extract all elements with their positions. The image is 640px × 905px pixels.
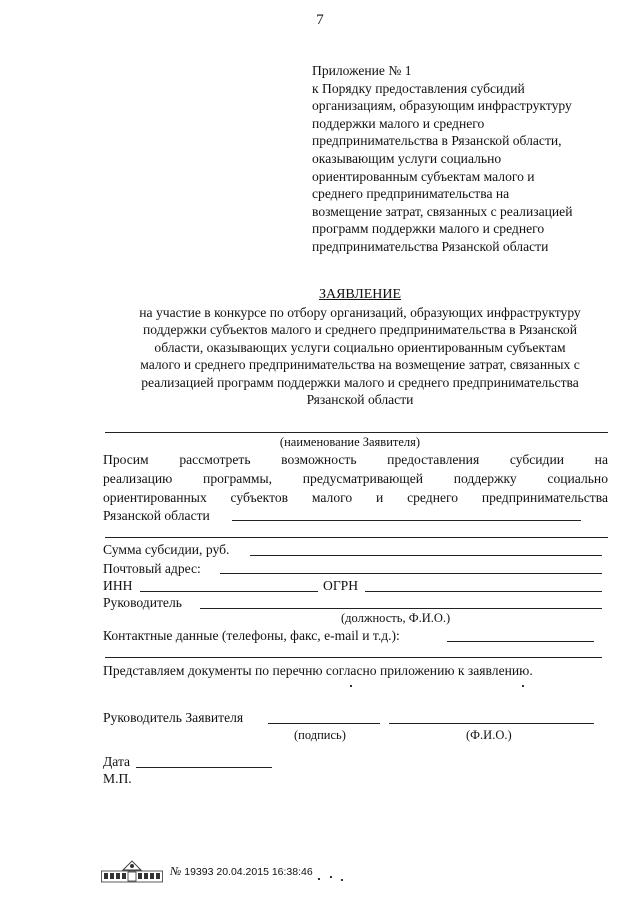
annex-line: предпринимательства в Рязанской области, [312,133,562,149]
title-line: реализацией программ поддержки малого и среднего предпринимательства [141,374,579,390]
extra-line-field[interactable] [105,537,608,538]
annex-line: возмещение затрат, связанных с реализацией [312,203,573,219]
address-label: Почтовый адрес: [103,561,201,576]
number-sign: № [170,864,182,878]
scan-speck [330,876,332,878]
head-caption: (должность, Ф.И.О.) [341,611,451,625]
inn-label: ИНН [103,578,133,593]
applicant-head-label: Руководитель Заявителя [103,710,244,725]
registration-footer [170,864,313,879]
page-number: 7 [316,12,324,28]
scan-speck [522,685,524,687]
ogrn-label: ОГРН [323,578,359,593]
region-label: Рязанской области [103,508,210,523]
date-label: Дата [103,754,131,769]
title-line: Рязанской области [306,392,414,407]
applicant-caption: (наименование Заявителя) [279,435,421,449]
signature-caption: (подпись) [294,728,346,742]
document-heading: ЗАЯВЛЕНИЕ [318,287,402,302]
address-field[interactable] [220,573,602,574]
annex-line: Приложение № 1 [312,63,412,78]
annex-line: поддержки малого и среднего [312,115,485,131]
title-line: малого и среднего предпринимательства на возмещение затрат, связанных с [140,357,580,372]
region-field[interactable] [232,520,581,521]
documents-text: Представляем документы по перечню согласно приложению к заявлению. [103,663,533,678]
contacts-field[interactable] [447,641,594,642]
ogrn-field[interactable] [365,591,602,592]
annex-line: организациям, образующим инфраструктуру [312,98,572,114]
fio-caption: (Ф.И.О.) [466,728,512,742]
annex-line: предпринимательства Рязанской области [312,238,549,254]
applicant-name-field[interactable] [105,432,608,433]
subsidy-label: Сумма субсидии, руб. [103,542,230,557]
subsidy-field[interactable] [250,555,602,556]
head-field[interactable] [200,608,602,609]
seal-label: М.П. [103,771,132,786]
signature-field[interactable] [268,723,380,724]
scan-speck [350,685,352,687]
title-line: области, оказывающих услуги социально ориентированным субъектам [154,339,566,355]
scan-speck [318,878,320,880]
head-label: Руководитель [103,595,182,610]
date-field[interactable] [136,767,272,768]
annex-line: оказывающим услуги социально [312,150,502,166]
annex-line: программ поддержки малого и среднего [312,221,545,237]
inn-field[interactable] [140,591,318,592]
request-line: ориентированных субъектов малого и среднего предпринимательства [103,490,608,505]
annex-line: ориентированным субъектам малого и [312,168,535,184]
title-line: на участие в конкурсе по отбору организаций, образующих инфраструктуру [139,304,581,320]
contacts-label: Контактные данные (телефоны, факс, e-mail и т.д.): [103,628,400,643]
scan-speck [341,879,343,881]
annex-block [312,62,572,256]
title-block [100,286,620,409]
contacts-extra-field[interactable] [105,657,602,658]
fio-field[interactable] [389,723,594,724]
registration-number: 19393 20.04.2015 16:38:46 [184,866,313,878]
request-line: реализацию программы, предусматривающей поддержку социально [103,471,608,486]
title-line: поддержки субъектов малого и среднего предпринимательства в Рязанской [143,322,577,337]
annex-line: среднего предпринимательства на [312,186,510,202]
request-line: Просим рассмотреть возможность предоставления субсидии на [103,452,608,467]
registry-stamp-icon [101,858,163,883]
annex-line: к Порядку предоставления субсидий [312,80,525,96]
